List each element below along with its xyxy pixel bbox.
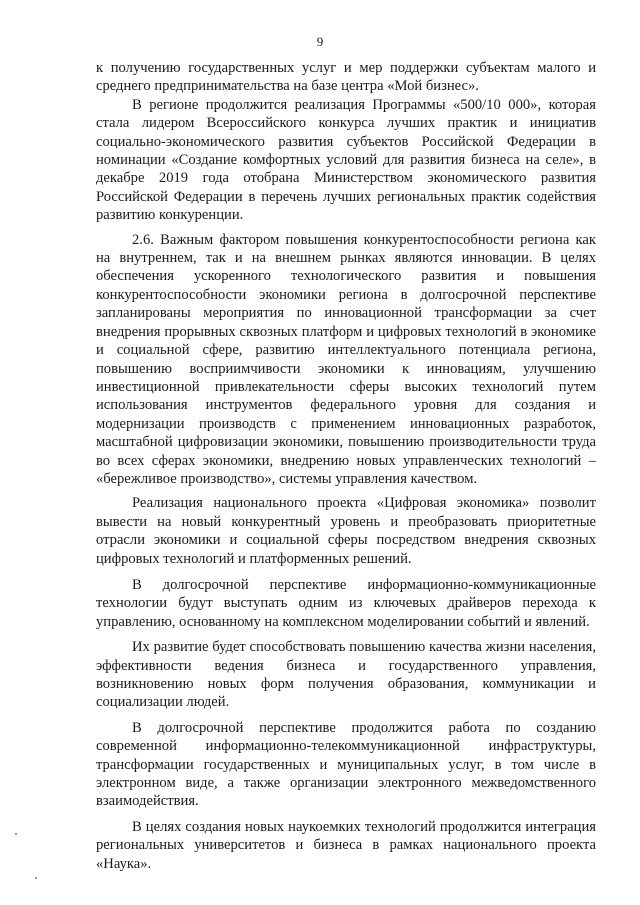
scan-speck [35,877,37,879]
paragraph-program-500-10000: В регионе продолжится реализация Программы «500/10 000», которая стала лидером Всероссийского конкурса лучших практик и инициатив социально-экономического развития субъектов Российской Федерации в номинации «Создание комфортных условий для развития бизнеса на селе», в декабре 2019 года отобрана Министерством экономического развития Российской Федерации в перечень лучших региональных практик содействия развитию конкуренции. [96,96,596,224]
page-number: 9 [316,34,324,49]
paragraph-science-project: В целях создания новых наукоемких технологий продолжится интеграция региональных университетов и бизнеса в рамках национального проекта «Наука». [96,818,596,872]
paragraph-digital-economy: Реализация национального проекта «Цифровая экономика» позволит вывести на новый конкурентный уровень и преобразовать приоритетные отрасли экономики и социальной сферы посредством внедрения сквозных цифровых технологий и платформенных решений. [96,495,596,567]
paragraph-continuation: к получению государственных услуг и мер поддержки субъектам малого и среднего предпринимательства на базе центра «Мой бизнес». [96,60,596,95]
document-body [96,59,596,873]
paragraph-section-2-6: 2.6. Важным фактором повышения конкурентоспособности региона как на внутреннем, так и на внешнем рынках являются инновации. В целях обеспечения ускоренного технологического развития и повышения конкурентоспособности экономики региона в долгосрочной перспективе запланированы мероприятия по инновационной трансформации за счет внедрения прорывных сквозных платформ и цифровых технологий в экономике и социальной сфере, развитию интеллектуального потенциала региона, повышению восприимчивости экономики к инновациям, улучшению инвестиционной привлекательности сферы высоких технологий путем использования инструментов федерального уровня для создания и модернизации производств с применением инновационных разработок, масштабной цифровизации экономики, повышению производительности труда во всех сферах экономики, внедрению новых управленческих технологий – «бережливое производство», системы управления качеством. [96,231,596,487]
scan-speck [15,833,17,835]
paragraph-ict-drivers: В долгосрочной перспективе информационно-коммуникационные технологии будут выступать одним из ключевых драйверов перехода к управлению, основанному на комплексном моделировании событий и явлений. [96,576,596,630]
paragraph-quality-of-life: Их развитие будет способствовать повышению качества жизни населения, эффективности ведения бизнеса и государственного управления, возникновению новых форм получения образования, коммуникации и социализации людей. [96,639,596,711]
paragraph-infrastructure: В долгосрочной перспективе продолжится работа по созданию современной информационно-телекоммуникационной инфраструктуры, трансформации государственных и муниципальных услуг, в том числе в электронном виде, а также организации электронного межведомственного взаимодействия. [96,719,596,810]
